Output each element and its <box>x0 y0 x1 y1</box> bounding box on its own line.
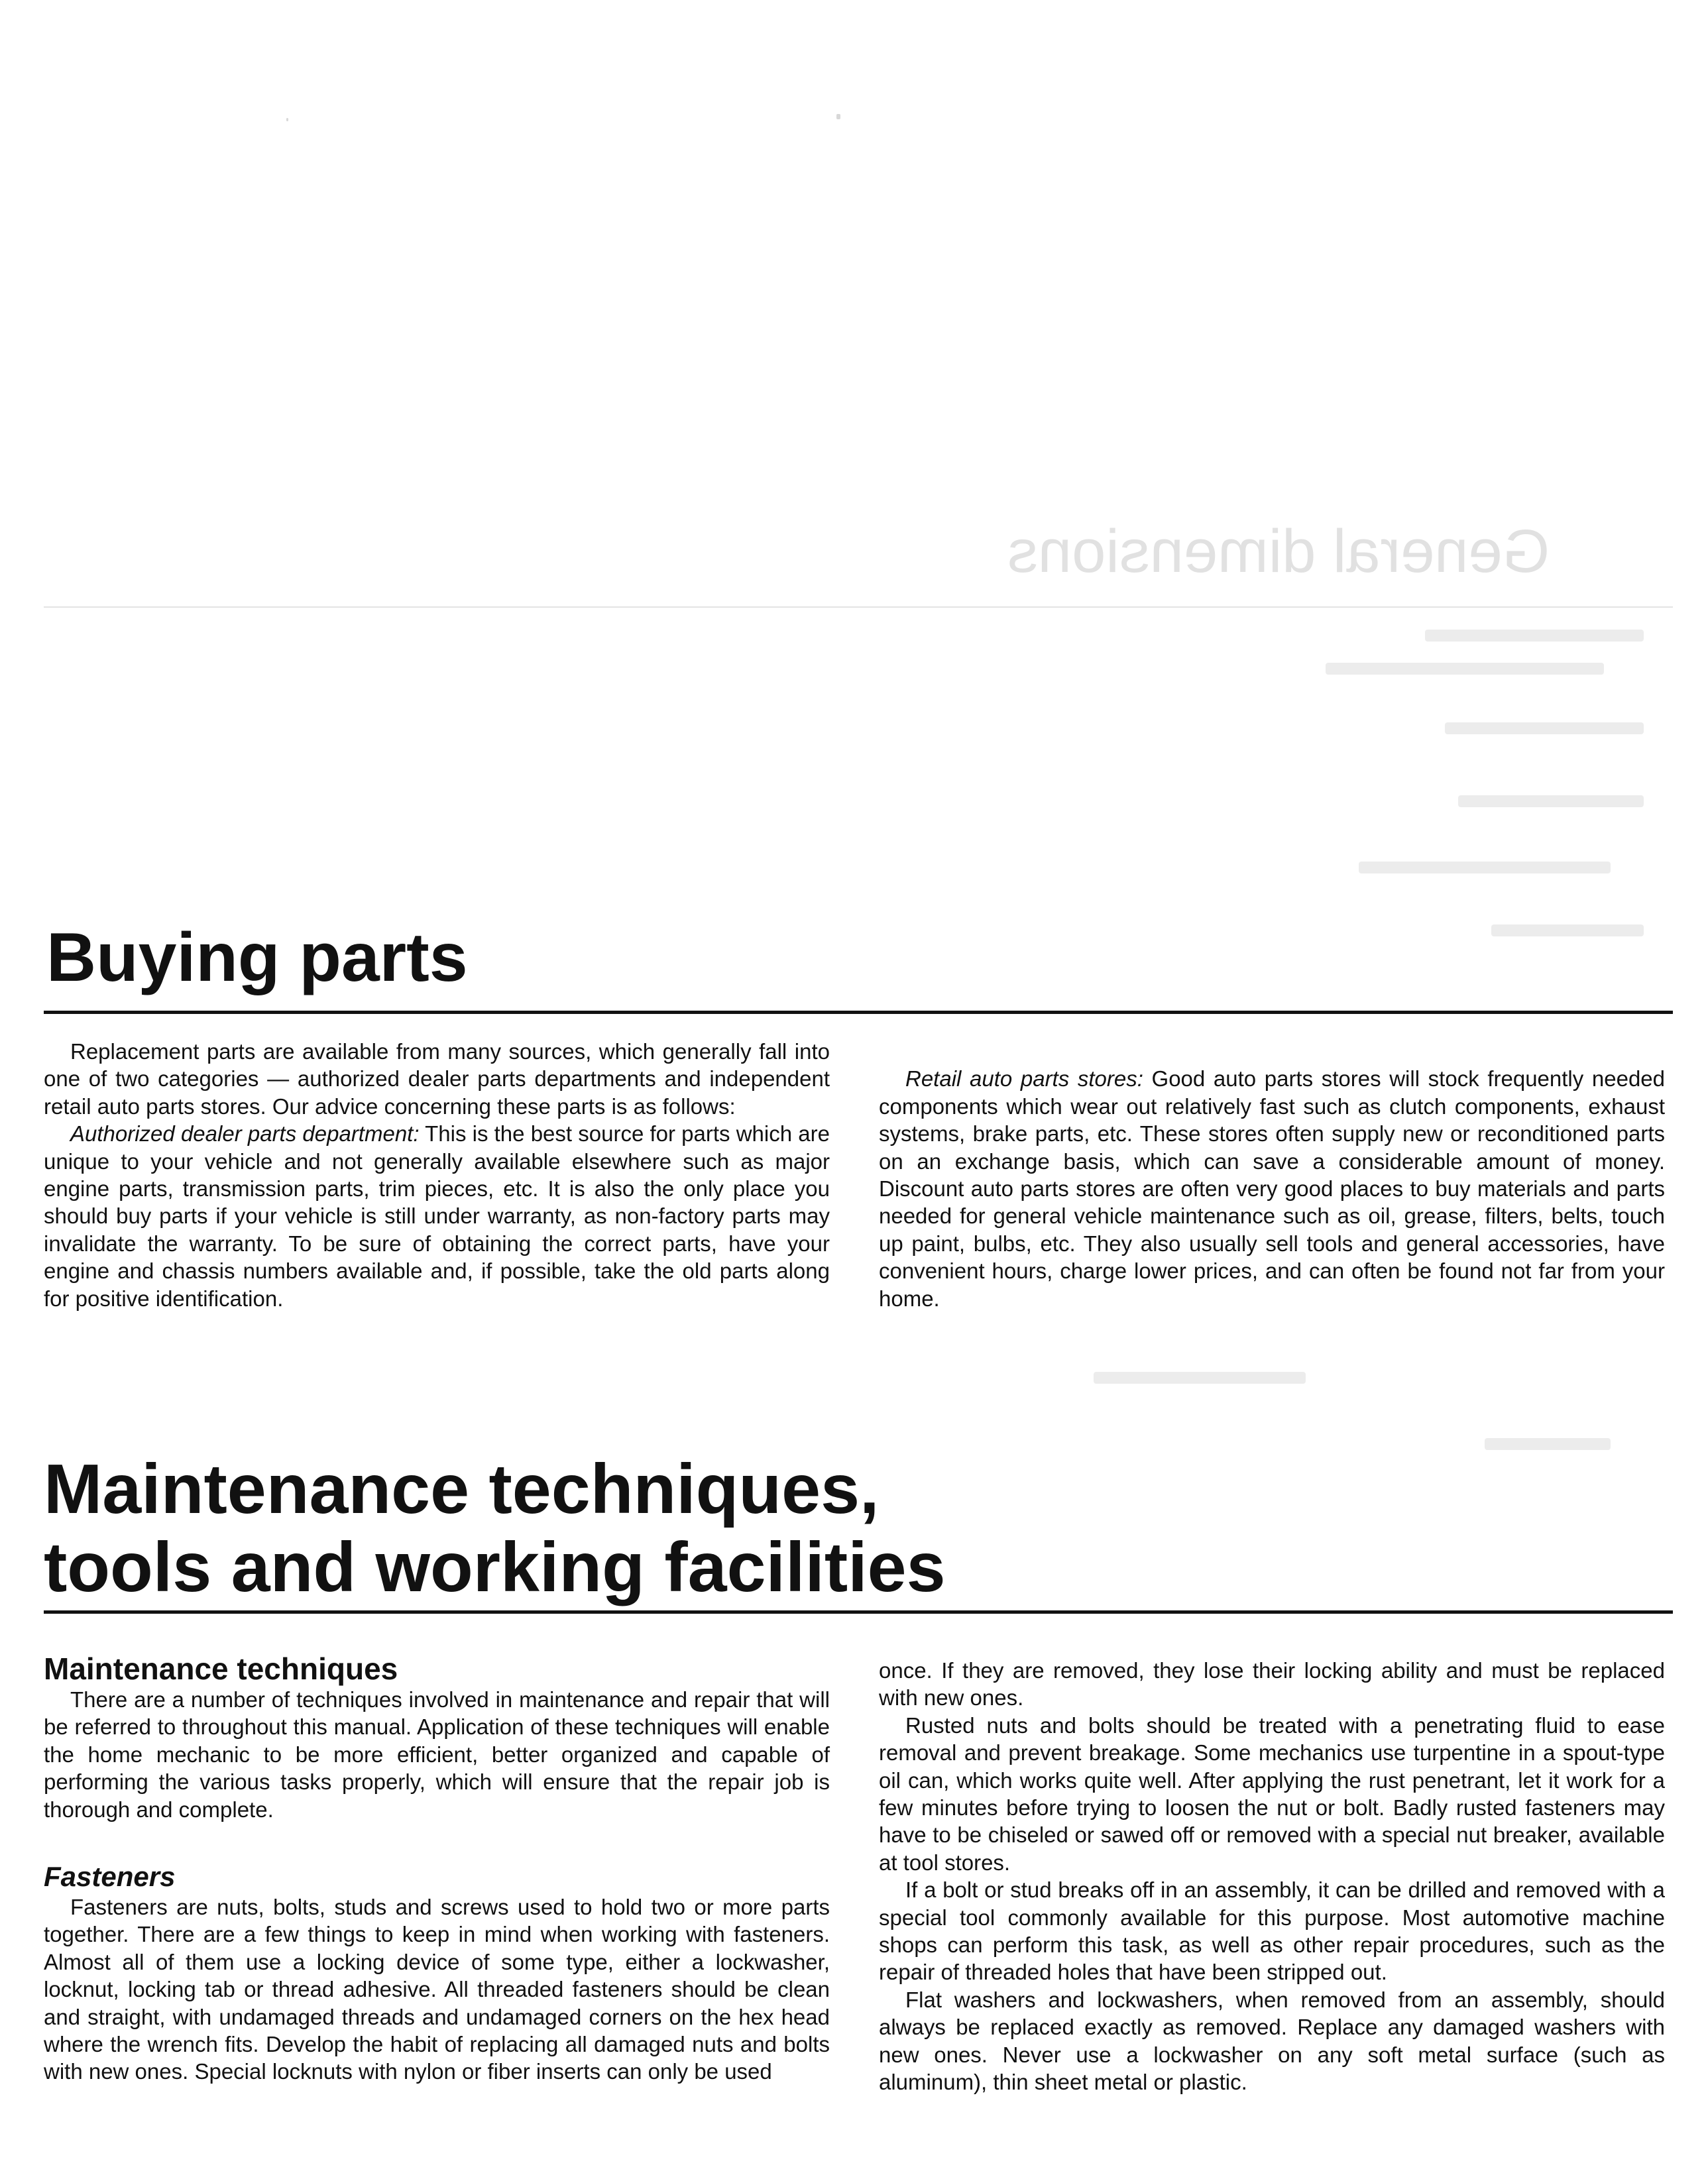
page-speck <box>836 114 840 119</box>
page-speck <box>286 118 288 121</box>
maintenance-heading-line2: tools and working facilities <box>44 1528 946 1606</box>
maintenance-heading-line1: Maintenance techniques, <box>44 1450 880 1528</box>
show-through-line <box>1359 862 1611 873</box>
maintenance-left-column <box>44 1651 830 2086</box>
section-rule <box>44 1011 1673 1014</box>
maintenance-intro: There are a number of techniques involved in maintenance and repair that will be referred to throughout this manual. Application of these techniques will enable the home mechanic to be more efficient, better organized and capable of performing the various tasks properly, which will ensure that the repair job is thorough and complete. <box>44 1687 830 1822</box>
fasteners-paragraph-1: Fasteners are nuts, bolts, studs and screws used to hold two or more parts together. There are a few things to keep in mind when working with fasteners. Almost all of them use a locking device of some type, either a lockwasher, locknut, locking tab or thread adhesive. All threaded fasteners should be clean and straight, with undamaged threads and undamaged corners on the hex head where the wrench fits. Develop the habit of replacing all damaged nuts and bolts with new ones. Special locknuts with nylon or fiber inserts can only be used <box>44 1895 830 2084</box>
dealer-parts-text: This is the best source for parts which are unique to your vehicle and not generally available elsewhere such as major engine parts, transmission parts, trim pieces, etc. It is also the only place you should buy parts if your vehicle is still under warranty, as non-factory parts may invalidate the warranty. To be sure of obtaining the correct parts, have your engine and chassis numbers available and, if possible, take the old parts along for positive identification. <box>44 1121 830 1311</box>
show-through-line <box>1445 722 1644 734</box>
buying-parts-right-column <box>879 1038 1665 1312</box>
show-through-rule <box>44 606 1673 608</box>
fasteners-paragraph-1-continued: once. If they are removed, they lose their locking ability and must be replaced with new ones. <box>879 1658 1665 1710</box>
show-through-line <box>1425 630 1644 642</box>
fasteners-paragraph-4: Flat washers and lockwashers, when removed from an assembly, should always be replaced exactly as removed. Replace any damaged washers with new ones. Never use a lockwasher on any soft metal surface (such as aluminum), thin sheet metal or plastic. <box>879 1987 1665 2095</box>
maintenance-heading <box>44 1450 946 1606</box>
retail-parts-paragraph <box>879 1065 1665 1312</box>
retail-parts-lead: Retail auto parts stores: <box>905 1066 1143 1092</box>
show-through-line <box>1485 1438 1611 1450</box>
buying-parts-intro: Replacement parts are available from many sources, which generally fall into one of two categories — authorized dealer parts departments and independent retail auto parts stores. Our advice concerning these parts is as follows: <box>44 1039 830 1119</box>
fasteners-paragraph-2: Rusted nuts and bolts should be treated with a penetrating fluid to ease removal and prevent breakage. Some mechanics use turpentine in a spout-type oil can, which works quite well. After applying the rust penetrant, let it work for a few minutes before trying to loosen the nut or bolt. Badly rusted fasteners may have to be chiseled or sawed off or removed with a special nut breaker, available at tool stores. <box>879 1712 1665 1875</box>
maintenance-techniques-subheading: Maintenance techniques <box>44 1651 398 1686</box>
dealer-parts-lead: Authorized dealer parts department: <box>70 1121 420 1147</box>
show-through-line <box>1491 924 1644 936</box>
fasteners-paragraph-3: If a bolt or stud breaks off in an assembly, it can be drilled and removed with a special tool commonly available for this purpose. Most automotive machine shops can perform this task, as well as other repair procedures, such as the repair of threaded holes that have been stripped out. <box>879 1877 1665 1985</box>
show-through-line <box>1326 663 1604 675</box>
show-through-heading: General dimensions <box>1007 518 1550 585</box>
maintenance-right-column <box>879 1657 1665 2096</box>
buying-parts-left-column <box>44 1038 830 1312</box>
show-through-line <box>1094 1372 1306 1384</box>
fasteners-subheading: Fasteners <box>44 1861 176 1893</box>
section-rule <box>44 1610 1673 1614</box>
show-through-line <box>1458 795 1644 807</box>
buying-parts-heading: Buying parts <box>46 919 468 996</box>
dealer-parts-paragraph <box>44 1120 830 1312</box>
retail-parts-text: Good auto parts stores will stock frequently needed components which wear out relatively fast such as clutch components, exhaust systems, brake parts, etc. These stores often supply new or reconditioned parts on an exchange basis, which can save a considerable amount of money. Discount auto parts stores are often very good places to buy materials and parts needed for general vehicle maintenance such as oil, grease, filters, belts, touch up paint, bulbs, etc. They also usually sell tools and general accessories, have convenient hours, charge lower prices, and can often be found not far from your home. <box>879 1066 1666 1311</box>
